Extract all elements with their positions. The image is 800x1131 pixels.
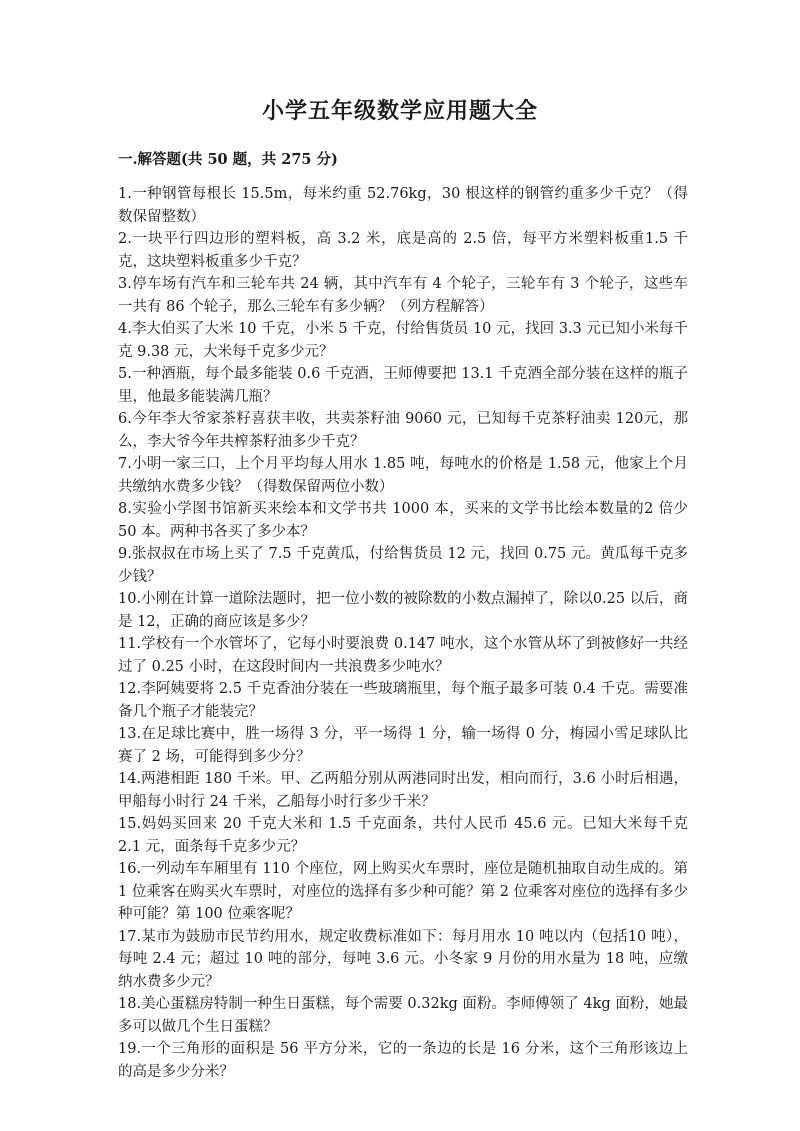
question-item: 14.两港相距 180 千米。甲、乙两船分别从两港同时出发，相向而行，3.6 小时后相遇，甲船每小时行 24 千米，乙船每小时行多少千米？ (118, 771, 688, 810)
page-title: 小学五年级数学应用题大全 (261, 98, 538, 124)
question-item: 12.李阿姨要将 2.5 千克香油分装在一些玻璃瓶里，每个瓶子最多可装 0.4 千克。需要准备几个瓶子才能装完？ (118, 681, 688, 720)
question-item: 6.今年李大爷家茶籽喜获丰收，共卖茶籽油 9060 元，已知每千克茶籽油卖 120元，那么，李大爷今年共榨茶籽油多少千克？ (118, 411, 688, 450)
question-item: 8.实验小学图书馆新买来绘本和文学书共 1000 本，买来的文学书比绘本数量的2 倍少 50 本。两种书各买了多少本？ (118, 501, 688, 540)
section-heading: 一.解答题(共 50 题，共 275 分) (118, 151, 338, 168)
question-item: 1.一种钢管每根长 15.5m，每米约重 52.76kg，30 根这样的钢管约重多少千克？（得数保留整数） (118, 186, 688, 225)
question-item: 5.一种酒瓶，每个最多能装 0.6 千克酒，王师傅要把 13.1 千克酒全部分装在这样的瓶子里，他最多能装满几瓶？ (118, 366, 688, 405)
question-item: 16.一列动车车厢里有 110 个座位，网上购买火车票时，座位是随机抽取自动生成的。第 1 位乘客在购买火车票时，对座位的选择有多少种可能？第 2 位乘客对座位的选择有多少种可能？第 100 位乘客呢？ (118, 861, 688, 922)
question-item: 9.张叔叔在市场上买了 7.5 千克黄瓜，付给售货员 12 元，找回 0.75 元。黄瓜每千克多少钱？ (118, 546, 688, 585)
question-item: 2.一块平行四边形的塑料板，高 3.2 米，底是高的 2.5 倍，每平方米塑料板重1.5 千克，这块塑料板重多少千克？ (118, 231, 688, 270)
question-item: 17.某市为鼓励市民节约用水，规定收费标准如下：每月用水 10 吨以内（包括10 吨），每吨 2.4 元；超过 10 吨的部分，每吨 3.6 元。小冬家 9 月份的用水量为 18 吨，应缴纳水费多少元？ (118, 928, 688, 990)
question-item: 13.在足球比赛中，胜一场得 3 分，平一场得 1 分，输一场得 0 分，梅园小雪足球队比赛了 2 场，可能得到多少分？ (118, 726, 688, 765)
question-item: 7.小明一家三口，上个月平均每人用水 1.85 吨，每吨水的价格是 1.58 元，他家上个月共缴纳水费多少钱？（得数保留两位小数） (118, 456, 688, 495)
question-item: 10.小刚在计算一道除法题时，把一位小数的被除数的小数点漏掉了，除以0.25 以后，商是 12，正确的商应该是多少？ (118, 591, 688, 630)
question-item: 15.妈妈买回来 20 千克大米和 1.5 千克面条，共付人民币 45.6 元。已知大米每千克 2.1 元，面条每千克多少元？ (118, 816, 688, 855)
question-item: 3.停车场有汽车和三轮车共 24 辆，其中汽车有 4 个轮子，三轮车有 3 个轮子，这些车一共有 86 个轮子，那么三轮车有多少辆？（列方程解答） (118, 276, 688, 315)
question-list (118, 183, 688, 1083)
question-item: 4.李大伯买了大米 10 千克，小米 5 千克，付给售货员 10 元，找回 3.3 元已知小米每千克 9.38 元，大米每千克多少元？ (118, 321, 688, 360)
question-item: 19.一个三角形的面积是 56 平方分米，它的一条边的长是 16 分米，这个三角形该边上的高是多少分米？ (118, 1041, 688, 1080)
question-item: 18.美心蛋糕房特制一种生日蛋糕，每个需要 0.32kg 面粉。李师傅领了 4kg 面粉，她最多可以做几个生日蛋糕？ (118, 996, 688, 1035)
question-item: 11.学校有一个水管坏了，它每小时要浪费 0.147 吨水，这个水管从坏了到被修好一共经过了 0.25 小时，在这段时间内一共浪费多少吨水？ (118, 636, 688, 675)
